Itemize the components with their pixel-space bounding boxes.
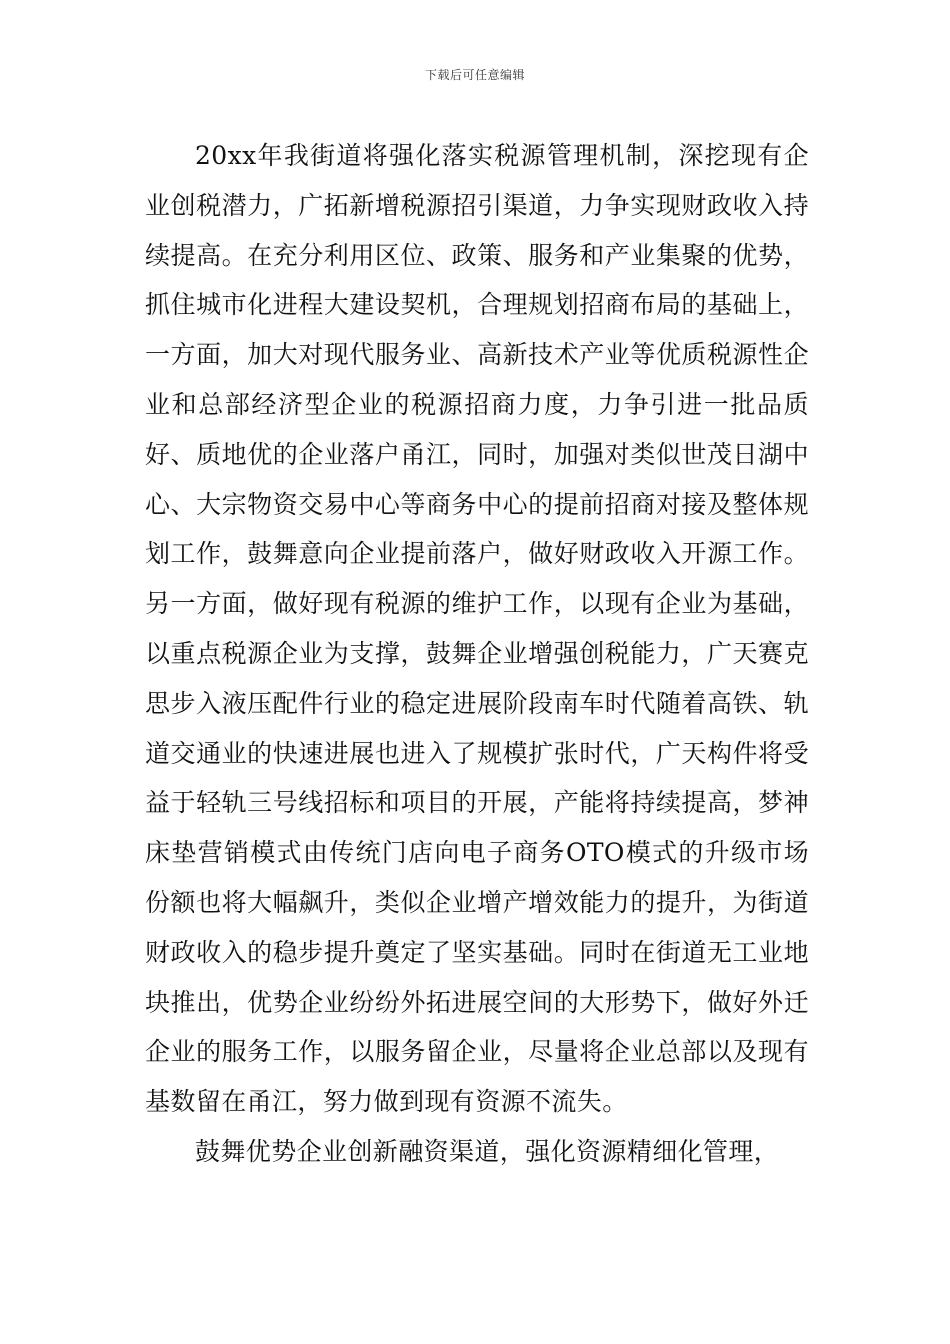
paragraph-2: 鼓舞优势企业创新融资渠道，强化资源精细化管理， bbox=[195, 1136, 780, 1166]
paragraph-1: 20xx年我街道将强化落实税源管理机制，深挖现有企业创税潜力，广拓新增税源招引渠道，力争实现财政收入持续提高。在充分利用区位、政策、服务和产业集聚的优势，抓住城市化进程大建设契机，合理规划招商布局的基础上，一方面，加大对现代服务业、高新技术产业等优质税源性企业和总部经济型企业的税源招商力度，力争引进一批品质好、质地优的企业落户甬江，同时，加强对类似世茂日湖中心、大宗物资交易中心等商务中心的提前招商对接及整体规划工作，鼓舞意向企业提前落户，做好财政收入开源工作。另一方面，做好现有税源的维护工作，以现有企业为基础，以重点税源企业为支撑，鼓舞企业增强创税能力，广天赛克思步入液压配件行业的稳定进展阶段南车时代随着高铁、轨道交通业的快速进展也进入了规模扩张时代，广天构件将受益于轻轨三号线招标和项目的开展，产能将持续提高，梦神床垫营销模式由传统门店向电子商务OTO模式的升级市场份额也将大幅飙升，类似企业增产增效能力的提升，为街道财政收入的稳步提升奠定了坚实基础。同时在街道无工业地块推出，优势企业纷纷外拓进展空间的大形势下，做好外迁企业的服务工作，以服务留企业，尽量将企业总部以及现有基数留在甬江，努力做到现有资源不流失。 bbox=[145, 141, 809, 1117]
document-body bbox=[145, 131, 809, 1177]
header-note: 下载后可任意编辑 bbox=[424, 68, 525, 82]
